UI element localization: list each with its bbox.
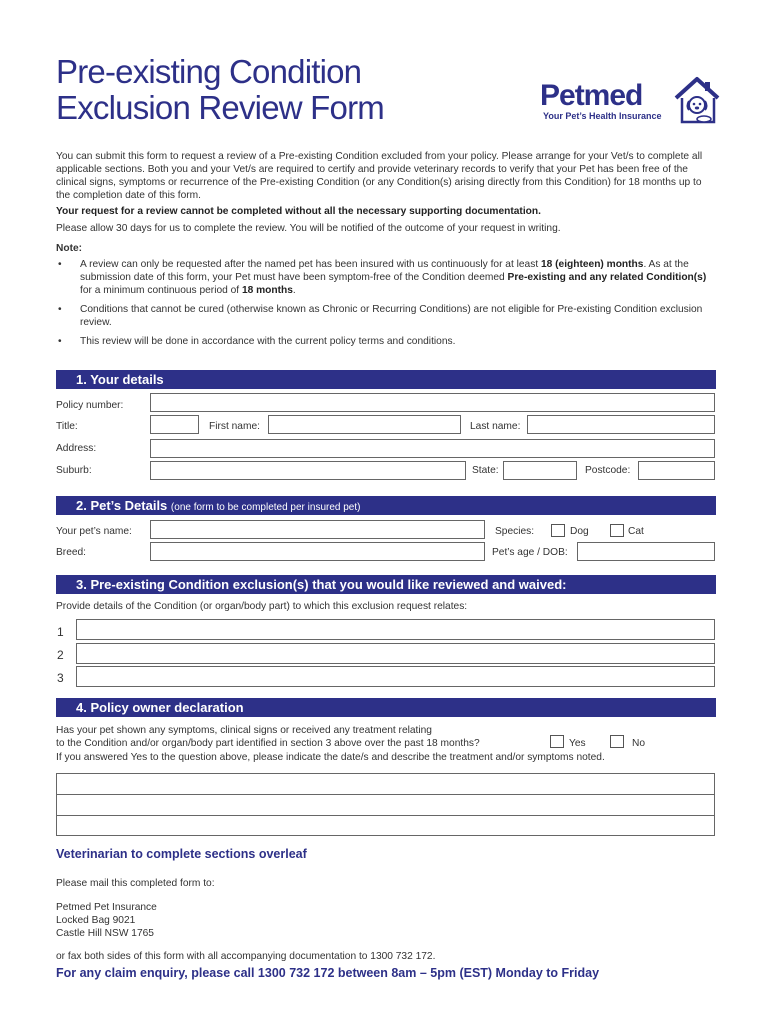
title-label: Title: bbox=[56, 421, 78, 432]
title-field[interactable] bbox=[150, 415, 199, 434]
condition-field-3[interactable] bbox=[76, 666, 715, 687]
condition-row-number: 3 bbox=[57, 671, 64, 685]
suburb-label: Suburb: bbox=[56, 465, 92, 476]
last-name-label: Last name: bbox=[470, 421, 521, 432]
pet-age-label: Pet’s age / DOB: bbox=[492, 547, 568, 558]
address-label: Address: bbox=[56, 443, 97, 454]
note-header: Note: bbox=[56, 243, 83, 254]
postcode-label: Postcode: bbox=[585, 465, 631, 476]
section-4-header: 4. Policy owner declaration bbox=[56, 698, 716, 717]
condition-instructions: Provide details of the Condition (or organ/body part) to which this exclusion request relates: bbox=[56, 601, 468, 612]
first-name-label: First name: bbox=[209, 421, 260, 432]
note-list bbox=[56, 258, 716, 348]
title-line-1: Pre-existing Condition bbox=[56, 53, 362, 90]
declaration-follow-up: If you answered Yes to the question above, please indicate the date/s and describe the treatment and/or symptoms noted. bbox=[56, 752, 605, 763]
mail-intro: Please mail this completed form to: bbox=[56, 878, 215, 889]
pet-name-label: Your pet’s name: bbox=[56, 526, 132, 537]
title-line-2: Exclusion Review Form bbox=[56, 89, 384, 126]
note-item-chronic: • Conditions that cannot be cured (otherwise known as Chronic or Recurring Conditions) are not eligible for Pre-existing Condition exclusion review. bbox=[56, 303, 716, 329]
declaration-no-label: No bbox=[632, 738, 646, 749]
mail-address-line: Locked Bag 9021 bbox=[56, 915, 136, 926]
declaration-yes-label: Yes bbox=[569, 738, 586, 749]
petmed-logo bbox=[540, 76, 720, 128]
section-3-header: 3. Pre-existing Condition exclusion(s) that you would like reviewed and waived: bbox=[56, 575, 716, 594]
section-2-subheading: (one form to be completed per insured pet) bbox=[170, 502, 361, 513]
state-label: State: bbox=[472, 465, 499, 476]
treatment-line-divider bbox=[57, 794, 714, 795]
declaration-question-line-1: Has your pet shown any symptoms, clinical signs or received any treatment relating bbox=[56, 725, 432, 736]
declaration-yes-checkbox[interactable] bbox=[550, 735, 564, 748]
address-field[interactable] bbox=[150, 439, 715, 458]
suburb-field[interactable] bbox=[150, 461, 466, 480]
condition-row-number: 2 bbox=[57, 648, 64, 662]
treatment-line-divider bbox=[57, 815, 714, 816]
logo-wordmark: Petmed bbox=[540, 79, 643, 112]
note-item-terms: • This review will be done in accordance with the current policy terms and conditions. bbox=[56, 335, 716, 348]
condition-row-number: 1 bbox=[57, 625, 64, 639]
fax-instructions: or fax both sides of this form with all accompanying documentation to 1300 732 172. bbox=[56, 951, 436, 962]
house-dog-icon bbox=[674, 76, 720, 126]
policy-number-label: Policy number: bbox=[56, 400, 124, 411]
species-dog-checkbox[interactable] bbox=[551, 524, 565, 537]
treatment-details-field[interactable] bbox=[56, 773, 715, 836]
vet-instructions: Veterinarian to complete sections overleaf bbox=[56, 847, 307, 861]
note-block bbox=[56, 242, 716, 354]
mail-instructions bbox=[56, 877, 435, 963]
claim-enquiry: For any claim enquiry, please call 1300 732 172 between 8am – 5pm (EST) Monday to Friday bbox=[56, 966, 600, 980]
pet-name-field[interactable] bbox=[150, 520, 485, 539]
section-2-header: 2. Pet’s Details (one form to be completed per insured pet) bbox=[56, 496, 716, 515]
mail-address-line: Petmed Pet Insurance bbox=[56, 902, 157, 913]
intro-review-time: Please allow 30 days for us to complete the review. You will be notified of the outcome of your request in writing. bbox=[56, 223, 561, 234]
condition-field-2[interactable] bbox=[76, 643, 715, 664]
logo-tagline: Your Pet’s Health Insurance bbox=[543, 111, 662, 121]
first-name-field[interactable] bbox=[268, 415, 461, 434]
declaration-question-line-2: to the Condition and/or organ/body part identified in section 3 above over the past 18 months? bbox=[56, 738, 480, 749]
note-item-eligibility: • A review can only be requested after the named pet has been insured with us continuously for at least 18 (eighteen) months. As at the submission date of this form, your Pet must have been symptom-free of the Condition deemed Pre-existing and any related Condition(s) for a minimum continuous period of 18 months. bbox=[56, 258, 716, 297]
breed-field[interactable] bbox=[150, 542, 485, 561]
condition-field-1[interactable] bbox=[76, 619, 715, 640]
pet-age-field[interactable] bbox=[577, 542, 715, 561]
species-label: Species: bbox=[495, 526, 535, 537]
last-name-field[interactable] bbox=[527, 415, 715, 434]
page-title bbox=[56, 54, 384, 126]
species-cat-checkbox[interactable] bbox=[610, 524, 624, 537]
section-1-header: 1. Your details bbox=[56, 370, 716, 389]
intro-warning: Your request for a review cannot be completed without all the necessary supporting documentation. bbox=[56, 206, 541, 217]
species-cat-label: Cat bbox=[628, 526, 644, 537]
species-dog-label: Dog bbox=[570, 526, 589, 537]
breed-label: Breed: bbox=[56, 547, 87, 558]
intro-text bbox=[56, 150, 716, 238]
mail-address-line: Castle Hill NSW 1765 bbox=[56, 928, 154, 939]
declaration-no-checkbox[interactable] bbox=[610, 735, 624, 748]
intro-paragraph: You can submit this form to request a review of a Pre-existing Condition excluded from your policy. Please arrange for your Vet/s to complete all applicable sections. Both you and your Vet/s are required to certify and provide veterinary records to verify that your Pet has been free of the clinical signs, symptoms or recurrence of the Pre-existing Condition (or any Condition(s) arising directly from this Condition) for 18 months up to the completion date of this form. bbox=[56, 151, 703, 201]
policy-number-field[interactable] bbox=[150, 393, 715, 412]
postcode-field[interactable] bbox=[638, 461, 715, 480]
state-field[interactable] bbox=[503, 461, 577, 480]
